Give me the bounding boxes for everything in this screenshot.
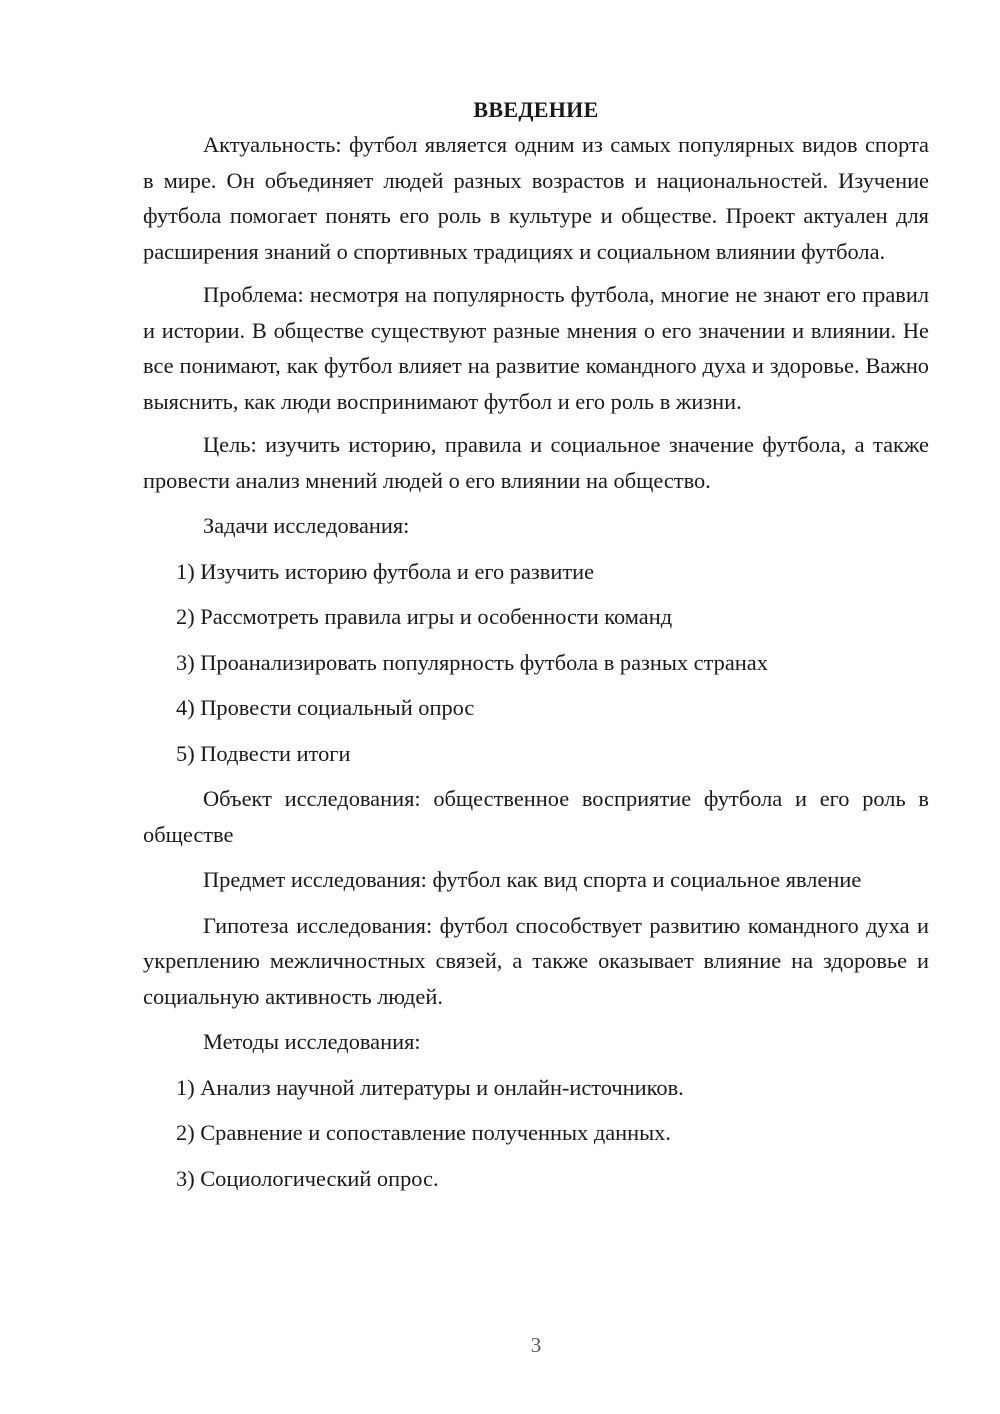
document-page [143, 92, 929, 1196]
task-item: 2) Рассмотреть правила игры и особенности команд [176, 604, 673, 629]
method-item: 3) Социологический опрос. [176, 1165, 439, 1191]
goal-paragraph: Цель: изучить историю, правила и социальное значение футбола, а также провести анализ мнений людей о его влиянии на общество. [143, 432, 929, 493]
method-item: 1) Анализ научной литературы и онлайн-источников. [176, 1074, 684, 1100]
hypothesis-paragraph: Гипотеза исследования: футбол способствует развитию командного духа и укреплению межличностных связей, а также оказывает влияние на здоровье и социальную активность людей. [143, 912, 929, 1009]
task-item: 3) Проанализировать популярность футбола в разных странах [176, 649, 768, 675]
page-number: 3 [530, 1333, 542, 1357]
task-item: 4) Провести социальный опрос [176, 695, 475, 720]
task-item: 5) Подвести итоги [176, 740, 351, 766]
subject-paragraph: Предмет исследования: футбол как вид спорта и социальное явление [203, 867, 862, 892]
methods-heading: Методы исследования: [203, 1029, 421, 1054]
problem-paragraph: Проблема: несмотря на популярность футбола, многие не знают его правил и истории. В обществе существуют разные мнения о его значении и влиянии. Не все понимают, как футбол влияет на развитие командного духа и здоровье. Важно выяснить, как люди воспринимают футбол и его роль в жизни. [143, 282, 929, 414]
method-item: 2) Сравнение и сопоставление полученных данных. [176, 1120, 671, 1145]
task-item: 1) Изучить историю футбола и его развитие [176, 558, 595, 584]
section-title: ВВЕДЕНИЕ [473, 97, 599, 122]
tasks-heading: Задачи исследования: [203, 513, 410, 538]
relevance-paragraph: Актуальность: футбол является одним из самых популярных видов спорта в мире. Он объединяет людей разных возрастов и национальностей. Изучение футбола помогает понять его роль в культуре и обществе. Проект актуален для расширения знаний о спортивных традициях и социальном влиянии футбола. [143, 132, 929, 264]
object-paragraph: Объект исследования: общественное восприятие футбола и его роль в обществе [143, 786, 929, 847]
